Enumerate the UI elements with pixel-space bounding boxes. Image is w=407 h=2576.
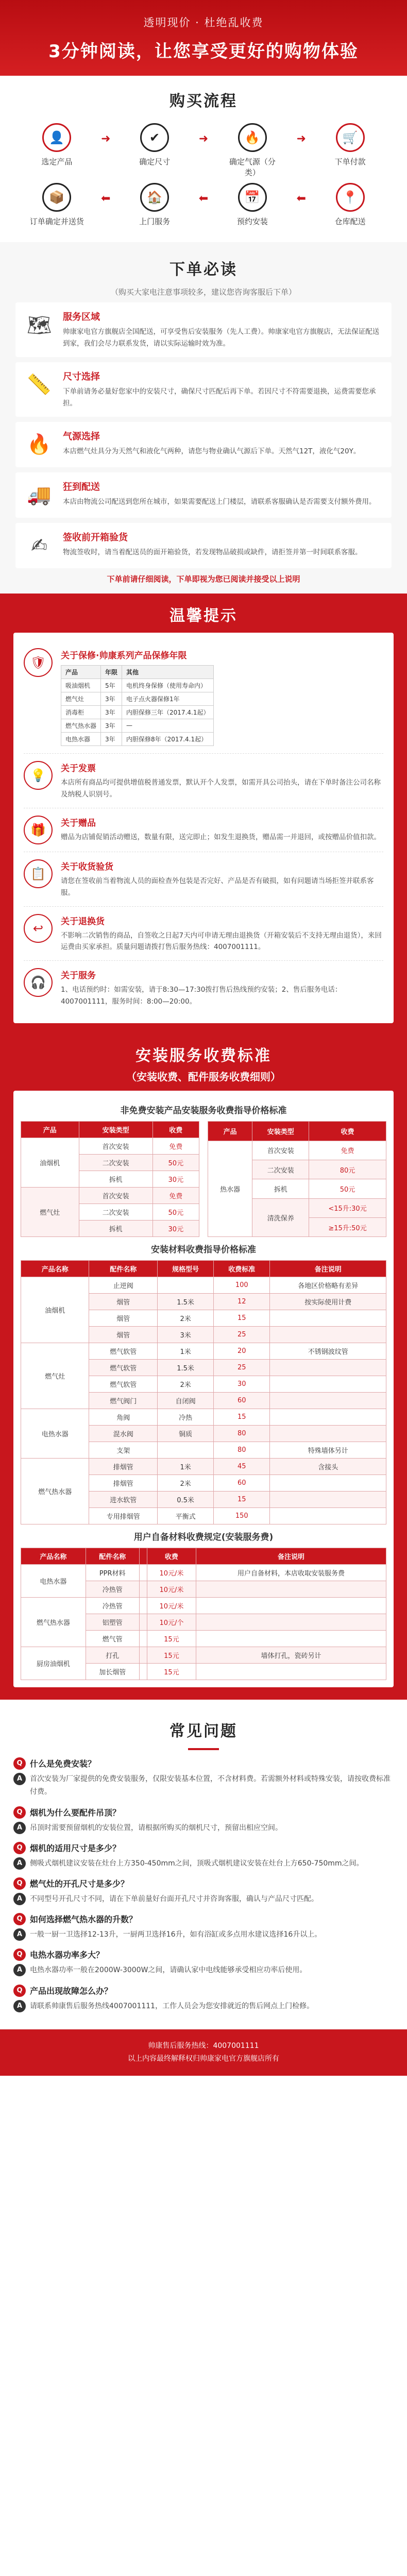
faq-item <box>13 1757 394 1799</box>
flame-icon: 🔥 <box>238 123 267 152</box>
must-title: 下单必读 <box>169 261 238 279</box>
table2-title: 安装材料收费指导价格标准 <box>151 1245 256 1256</box>
tip-warranty <box>24 641 383 754</box>
faq-question: Q 燃气灶的开孔尺寸是多少？ <box>13 1877 394 1890</box>
warranty-header: 年限 <box>101 665 122 679</box>
arrow-right-icon: ➜ <box>296 132 306 145</box>
table-row: 燃气灶 燃气软管 1米 20 不锈钢波纹管 <box>21 1343 386 1360</box>
flow-step-book <box>224 183 281 227</box>
flow-title: 购买流程 <box>169 92 238 110</box>
table-header: 备注说明 <box>270 1261 386 1277</box>
must-item-size <box>15 362 392 417</box>
must-item-area <box>15 302 392 357</box>
tip-title: 关于发票 <box>61 763 96 774</box>
table-row: 拆机 30元 <box>21 1221 199 1237</box>
fee-standard <box>0 1033 407 1700</box>
faq-answer: A 首次安装为厂家提供的免费安装服务，仅限安装基本位置，不含材料费。若需额外材料或特殊安装，请按收费标准付费。 <box>13 1773 394 1799</box>
tip-receive <box>24 852 383 907</box>
faq-answer: A 不同型号开孔尺寸不同，请在下单前量好台面开孔尺寸并咨询客服，确认与产品尺寸匹配。 <box>13 1893 394 1906</box>
title-divider <box>188 1748 219 1750</box>
table-row: 拆机 50元 <box>208 1179 386 1198</box>
truck-icon: 🚚 <box>27 483 52 506</box>
install-fee-table-left: 产品 安装类型 收费 油烟机 首次安装 免费 二次安装 50元 拆机 30元 燃气灶 首次安装 免费 二次安装 50元 拆机 30元 <box>21 1121 199 1237</box>
ruler-icon: 📏 <box>27 373 52 396</box>
table-row: 燃气软管 2米 30 <box>21 1376 386 1393</box>
table-row: 清洗保养 <15升:30元 <box>208 1198 386 1217</box>
table1-title: 非免费安装产品安装服务收费指导价格标准 <box>120 1106 287 1116</box>
faq-item <box>13 1842 394 1870</box>
answer-mark-icon: A <box>13 1773 26 1785</box>
warranty-header: 其他 <box>122 665 214 679</box>
table-row: 加长烟管 15元 <box>21 1664 386 1680</box>
must-read <box>0 242 407 594</box>
question-mark-icon: Q <box>13 1913 26 1925</box>
flow-step-label: 确定气源（分类） <box>229 157 276 177</box>
tip-title: 关于服务 <box>61 971 96 981</box>
table-row: ≥15升:50元 <box>208 1217 386 1236</box>
faq-answer: A 电热水器功率一般在2000W-3000W之间，请确认家中电线能够承受相应功率后使用。 <box>13 1964 394 1977</box>
must-item-text: 物流签收时，请当着配送员的面开箱验货，若发现物品破损或缺件，请拒签并第一时间联系客服。 <box>63 548 362 556</box>
table-row: 燃气灶 3年 电子点火器保修1年 <box>61 692 214 705</box>
table-row: 燃气管 15元 <box>21 1631 386 1647</box>
must-item-delivery <box>15 472 392 518</box>
flow-step-label: 仓库配送 <box>334 217 366 226</box>
flow-step-gas <box>224 123 281 178</box>
must-item-gas <box>15 422 392 467</box>
answer-mark-icon: A <box>13 1822 26 1834</box>
hotline: 帅康售后服务热线：4007001111 <box>148 2041 259 2050</box>
warm-tips <box>0 594 407 1034</box>
must-item-title: 尺寸选择 <box>63 371 100 382</box>
arrow-right-icon: ➜ <box>100 132 111 145</box>
faq-answer: A 一般一厨一卫选择12-13升，一厨两卫选择16升，如有浴缸或多点用水建议选择16升以上。 <box>13 1928 394 1941</box>
must-item-title: 气源选择 <box>63 431 100 442</box>
table3-title: 用户自备材料收费规定(安装服务费) <box>133 1532 274 1543</box>
table-row: 二次安装 50元 <box>21 1204 199 1221</box>
faq-item <box>13 1985 394 2013</box>
faq-section <box>0 1700 407 2029</box>
table-row: 二次安装 50元 <box>21 1155 199 1171</box>
sign-icon: ✍ <box>31 534 47 557</box>
gift-icon: 🎁 <box>24 816 53 844</box>
fee-subtitle: （安装收费、配件服务收费细则） <box>126 1071 281 1083</box>
table-row: 燃气软管 1.5米 25 <box>21 1360 386 1376</box>
must-item-text: 帅康家电官方旗舰店全国配送，可享受售后安装服务（先人工费）。帅康家电官方旗舰店，无法保证配送到家，我们会尽力联系发货，请以实际运输时效为准。 <box>63 328 380 348</box>
table-row: 专用排烟管 平衡式 150 <box>21 1508 386 1524</box>
table-row: 二次安装 80元 <box>208 1160 386 1179</box>
flow-row-1 <box>21 123 386 178</box>
table-header: 产品名称 <box>21 1548 86 1565</box>
hero-banner <box>0 0 407 76</box>
table-row: 拆机 30元 <box>21 1171 199 1188</box>
arrow-left-icon: ⬅ <box>100 192 111 205</box>
flow-step-size <box>126 123 183 167</box>
faq-item <box>13 1877 394 1906</box>
tip-title: 关于收货验货 <box>61 861 113 872</box>
arrow-left-icon: ⬅ <box>296 192 306 205</box>
tip-text: 本店所有商品均可提供增值税普通发票，默认开个人发票，如需开具公司抬头，请在下单时备注公司名称及纳税人识别号。 <box>61 778 381 799</box>
must-item-text: 本店燃气灶具分为天然气和液化气两种，请您与物业确认气源后下单。天然气12T，液化气20Y。 <box>63 447 361 455</box>
question-mark-icon: Q <box>13 1842 26 1854</box>
must-item-title: 狂到配送 <box>63 481 100 493</box>
tip-title: 关于赠品 <box>61 818 96 828</box>
must-item-text: 本店由物流公司配送到您所在城市，如果需要配送上门楼层，请联系客服确认是否需要支付额外费用。 <box>63 497 376 506</box>
faq-item <box>13 1948 394 1977</box>
location-icon: 📍 <box>336 183 365 212</box>
shield-icon: 🛡 <box>24 648 53 677</box>
table-row: 燃气热水器 排烟管 1米 45 含接头 <box>21 1459 386 1475</box>
answer-mark-icon: A <box>13 2000 26 2012</box>
faq-question: Q 什么是免费安装？ <box>13 1757 394 1770</box>
table-row: 铝塑管 10元/个 <box>21 1614 386 1631</box>
self-material-fee-table <box>21 1548 386 1680</box>
table-row: 电热水器 3年 内胆保修8年（2017.4.1起） <box>61 732 214 745</box>
faq-answer: A 请联系帅康售后服务热线4007001111，工作人员会为您安排就近的售后网点上门检修。 <box>13 2000 394 2013</box>
material-fee-table <box>21 1260 386 1524</box>
table-row: 烟管 2米 15 <box>21 1310 386 1327</box>
faq-question: Q 如何选择燃气热水器的升数？ <box>13 1913 394 1925</box>
arrow-right-icon: ➜ <box>198 132 209 145</box>
user-icon: 👤 <box>42 123 71 152</box>
tip-title: 关于保修·帅康系列产品保修年限 <box>61 650 187 661</box>
install-fee-table-right: 产品 安装类型 收费 热水器 首次安装 免费 二次安装 80元 拆机 50元 清洗保养 <15升:30元 ≥15升:50元 <box>208 1121 386 1237</box>
package-icon: 📦 <box>42 183 71 212</box>
flow-step-label: 选定产品 <box>41 157 73 166</box>
faq-answer: A 侧吸式烟机建议安装在灶台上方350-450mm之间，顶吸式烟机建议安装在灶台上方650-750mm之间。 <box>13 1857 394 1870</box>
table-header: 收费标准 <box>214 1261 270 1277</box>
question-mark-icon: Q <box>13 1757 26 1770</box>
table-header: 配件名称 <box>89 1261 157 1277</box>
flow-step-label: 下单付款 <box>334 157 366 166</box>
table-row: 电热水器 PPR材料 10元/米 用户自备材料，本店收取安装服务费 <box>21 1565 386 1581</box>
arrow-left-icon: ⬅ <box>198 192 209 205</box>
question-mark-icon: Q <box>13 1877 26 1890</box>
must-item-title: 签收前开箱验货 <box>63 532 128 543</box>
footer <box>0 2029 407 2076</box>
flow-step-label: 订单确定并送货 <box>29 217 84 226</box>
table-row: 冷热管 10元/米 <box>21 1581 386 1598</box>
table-header: 产品名称 <box>21 1261 89 1277</box>
flow-step-pay <box>322 123 379 167</box>
must-subtitle: （购买大家电注意事项较多，建议您咨询客服后下单） <box>110 287 296 297</box>
question-mark-icon: Q <box>13 1806 26 1819</box>
flow-step-deliver <box>28 183 85 227</box>
check-icon: ✔ <box>140 123 169 152</box>
table-row: 混水阀 铜质 80 <box>21 1426 386 1442</box>
must-note: 下单前请仔细阅读，下单即视为您已阅读并接受以上说明 <box>107 574 300 584</box>
table-row: 吸油烟机 5年 电机终身保修（使用寿命内） <box>61 679 214 692</box>
warranty-header: 产品 <box>61 665 101 679</box>
faq-item <box>13 1913 394 1941</box>
table-header: 收费 <box>147 1548 196 1565</box>
faq-title: 常见问题 <box>169 1722 238 1741</box>
table-row: 热水器 首次安装 免费 <box>208 1141 386 1160</box>
headset-icon: 🎧 <box>24 968 53 997</box>
table-row: 燃气灶 首次安装 免费 <box>21 1188 199 1204</box>
table-row: 消毒柜 3年 内胆保修三年（2017.4.1起） <box>61 705 214 719</box>
table-header: 备注说明 <box>196 1548 386 1565</box>
table-row: 燃气热水器 3年 — <box>61 719 214 732</box>
flow-step-label: 预约安装 <box>236 217 268 226</box>
table-row: 支架 80 特殊墙体另计 <box>21 1442 386 1459</box>
return-icon: ↩ <box>24 914 53 943</box>
faq-question: Q 电热水器功率多大？ <box>13 1948 394 1961</box>
tip-gift <box>24 808 383 852</box>
tip-text: 请您在签收前当着物流人员的面检查外包装是否完好、产品是否有破损，如有问题请当场拒签并联系客服。 <box>61 876 374 897</box>
faq-item <box>13 1806 394 1835</box>
flow-row-2 <box>21 183 386 227</box>
table-header: 配件名称 <box>86 1548 139 1565</box>
hero-line2: 3分钟阅读，让您享受更好的购物体验 <box>48 41 359 62</box>
hero-line1: 透明现价 · 杜绝乱收费 <box>143 16 264 29</box>
tip-text: 1、电话预约时：如需安装，请于8:30—17:30拨打售后热线预约安装；2、售后服务电话：4007001111，服务时间：8:00—20:00。 <box>61 986 342 1006</box>
purchase-flow <box>0 76 407 242</box>
tip-title: 关于退换货 <box>61 916 105 927</box>
faq-question: Q 烟机为什么要配件吊顶？ <box>13 1806 394 1819</box>
faq-question: Q 产品出现故障怎么办？ <box>13 1985 394 1997</box>
table-row: 厨房油烟机 打孔 15元 墙体打孔，瓷砖另计 <box>21 1647 386 1664</box>
flow-step-label: 确定尺寸 <box>139 157 171 166</box>
must-item-title: 服务区域 <box>63 312 100 323</box>
clipboard-icon: 📋 <box>24 859 53 888</box>
flow-step-service <box>126 183 183 227</box>
map-icon: 🗺 <box>26 313 52 336</box>
table-row: 烟管 3米 25 <box>21 1327 386 1343</box>
footer-note: 以上内容最终解释权归帅康家电官方旗舰店所有 <box>128 2054 279 2063</box>
table-row: 烟管 1.5米 12 按实际使用计费 <box>21 1294 386 1310</box>
answer-mark-icon: A <box>13 1893 26 1905</box>
table-header: 规格型号 <box>157 1261 213 1277</box>
tip-invoice <box>24 754 383 808</box>
must-item-inspect <box>15 523 392 568</box>
fee-title: 安装服务收费标准 <box>135 1047 272 1065</box>
tip-text: 不影响二次销售的商品，自签收之日起7天内可申请无理由退换货（开箱安装后不支持无理由退货），来回运费由买家承担。质量问题请拨打售后服务热线：4007001111。 <box>61 931 382 952</box>
flow-step-label: 上门服务 <box>139 217 171 226</box>
tip-service <box>24 961 383 1015</box>
table-row: 排烟管 2米 60 <box>21 1475 386 1492</box>
cart-icon: 🛒 <box>336 123 365 152</box>
question-mark-icon: Q <box>13 1985 26 1997</box>
table-row: 燃气阀门 自闭阀 60 <box>21 1393 386 1409</box>
flame-icon: 🔥 <box>27 433 52 456</box>
table-row: 油烟机 止逆阀 100 各地区价格略有差异 <box>21 1277 386 1294</box>
answer-mark-icon: A <box>13 1964 26 1976</box>
calendar-icon: 📅 <box>238 183 267 212</box>
tip-return <box>24 907 383 961</box>
bulb-icon: 💡 <box>24 761 53 790</box>
table-row: 进水软管 0.5米 15 <box>21 1492 386 1508</box>
flow-step-select <box>28 123 85 167</box>
warranty-table <box>61 665 214 746</box>
flow-step-warehouse <box>322 183 379 227</box>
table-row: 电热水器 角阀 冷热 15 <box>21 1409 386 1426</box>
table-row: 油烟机 首次安装 免费 <box>21 1138 199 1155</box>
table-row: 燃气热水器 冷热管 10元/米 <box>21 1598 386 1614</box>
table-header <box>139 1548 147 1565</box>
warm-title: 温馨提示 <box>169 606 238 625</box>
home-icon: 🏠 <box>140 183 169 212</box>
faq-answer: A 吊顶时需要预留烟机的安装位置，请根据所购买的烟机尺寸，预留出相应空间。 <box>13 1822 394 1835</box>
faq-question: Q 烟机的适用尺寸是多少？ <box>13 1842 394 1854</box>
must-item-text: 下单前请务必量好您家中的安装尺寸，确保尺寸匹配后再下单。若因尺寸不符需要退换，运费需要您承担。 <box>63 387 376 408</box>
answer-mark-icon: A <box>13 1928 26 1941</box>
question-mark-icon: Q <box>13 1948 26 1961</box>
tip-text: 赠品为店铺促销活动赠送，数量有限，送完即止；如发生退换货，赠品需一并退回，或按赠品价值扣款。 <box>61 833 381 841</box>
answer-mark-icon: A <box>13 1857 26 1870</box>
